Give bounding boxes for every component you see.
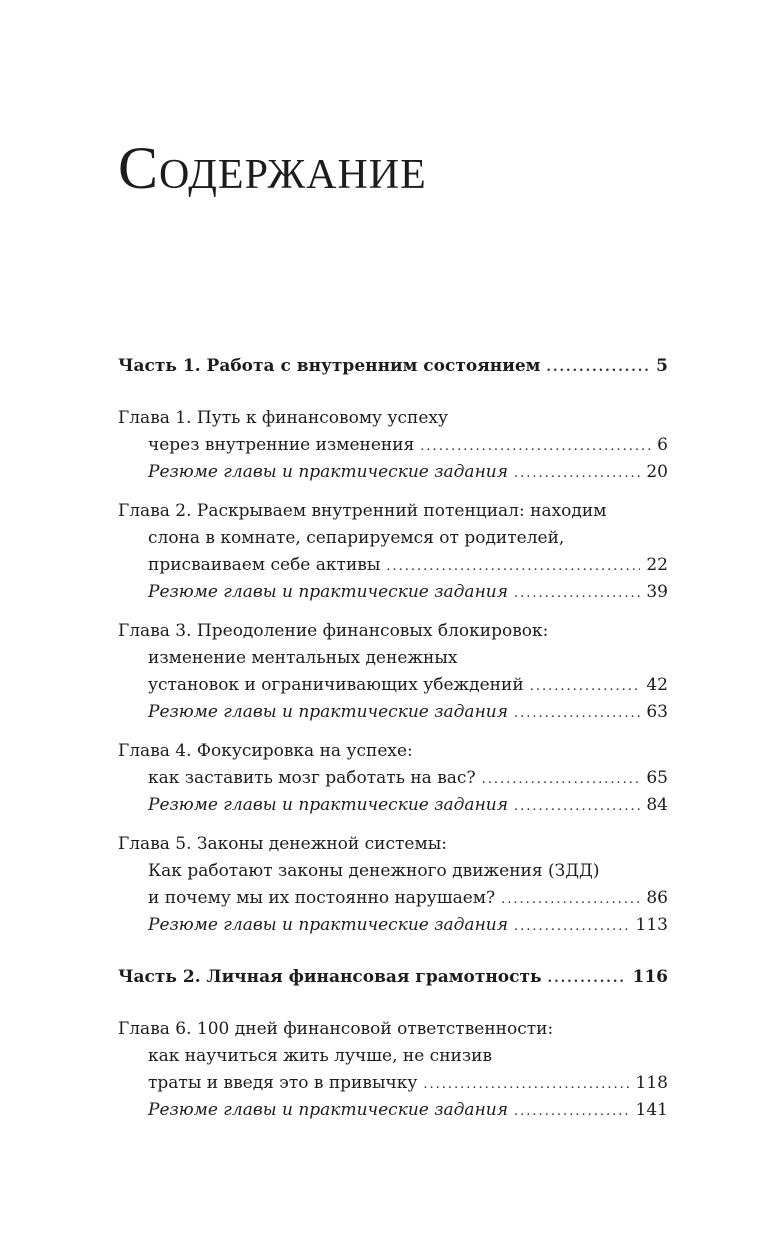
page-number: 118 (635, 1073, 668, 1093)
page-number: 5 (656, 356, 668, 376)
chapter-summary-entry[interactable]: Резюме главы и практические задания ..... 39 (118, 579, 668, 606)
part-title: Часть 2. Личная финансовая грамотность (118, 967, 542, 987)
toc-chapter-4[interactable] (118, 738, 668, 819)
dot-leader (423, 1071, 629, 1098)
chapter-summary-entry[interactable]: Резюме главы и практические задания ..... 141 (118, 1097, 668, 1124)
page-number: 116 (632, 967, 668, 987)
chapter-title-line: Глава 4. Фокусировка на успехе: (118, 741, 413, 761)
dot-leader (514, 580, 640, 607)
dot-leader (386, 553, 640, 580)
page-number: 42 (646, 675, 668, 695)
dot-leader (514, 460, 640, 487)
toc-chapter-5[interactable] (118, 831, 668, 939)
dot-leader (514, 793, 640, 820)
dot-leader (514, 913, 630, 940)
chapter-title-line: слона в комнате, сепарируемся от родителей, (148, 528, 565, 548)
page-number: 113 (635, 915, 668, 935)
chapter-summary-entry[interactable]: Резюме главы и практические задания ..... 113 (118, 912, 668, 939)
toc-chapter-1[interactable] (118, 405, 668, 486)
dot-leader (514, 1098, 630, 1125)
chapter-title-line: изменение ментальных денежных (148, 648, 458, 668)
chapter-title-last-line: через внутренние изменения ..... 6 (118, 432, 668, 459)
dot-leader (501, 886, 640, 913)
dot-leader (420, 433, 651, 460)
dot-leader (482, 766, 641, 793)
chapter-title-line: как научиться жить лучше, не снизив (148, 1046, 493, 1066)
table-of-contents (118, 353, 668, 1124)
page-number: 141 (635, 1100, 668, 1120)
page-number: 86 (646, 888, 668, 908)
chapter-title-last-line: траты и введя это в привычку ..... 118 (118, 1070, 668, 1097)
toc-chapter-2[interactable] (118, 498, 668, 606)
chapter-summary-entry[interactable]: Резюме главы и практические задания ..... 20 (118, 459, 668, 486)
chapter-title-line: Глава 6. 100 дней финансовой ответственности: (118, 1019, 554, 1039)
dot-leader (546, 354, 650, 381)
dot-leader (514, 700, 640, 727)
dot-leader (548, 965, 627, 992)
part-title: Часть 1. Работа с внутренним состоянием (118, 356, 541, 376)
page-number: 63 (646, 702, 668, 722)
chapter-title-last-line: и почему мы их постоянно нарушаем? ..... 86 (118, 885, 668, 912)
dot-leader (530, 673, 641, 700)
page-title: Содержание (118, 135, 427, 201)
chapter-summary-entry[interactable]: Резюме главы и практические задания ..... 84 (118, 792, 668, 819)
page-number: 20 (646, 462, 668, 482)
page-number: 6 (657, 435, 668, 455)
chapter-title-line: Глава 1. Путь к финансовому успеху (118, 408, 448, 428)
page-number: 22 (646, 555, 668, 575)
toc-part-2[interactable] (118, 964, 668, 991)
chapter-title-line: Глава 2. Раскрываем внутренний потенциал: находим (118, 501, 607, 521)
chapter-title-last-line: как заставить мозг работать на вас? ..... 65 (118, 765, 668, 792)
chapter-title-line: Как работают законы денежного движения (ЗДД) (148, 861, 600, 881)
toc-chapter-6[interactable] (118, 1016, 668, 1124)
chapter-summary-entry[interactable]: Резюме главы и практические задания ..... 63 (118, 699, 668, 726)
chapter-title-line: Глава 3. Преодоление финансовых блокировок: (118, 621, 549, 641)
page-number: 65 (646, 768, 668, 788)
chapter-title-last-line: установок и ограничивающих убеждений ..... 42 (118, 672, 668, 699)
toc-part-1[interactable] (118, 353, 668, 380)
chapter-title-last-line: присваиваем себе активы ..... 22 (118, 552, 668, 579)
chapter-title-line: Глава 5. Законы денежной системы: (118, 834, 447, 854)
page-number: 84 (646, 795, 668, 815)
toc-chapter-3[interactable] (118, 618, 668, 726)
page-number: 39 (646, 582, 668, 602)
